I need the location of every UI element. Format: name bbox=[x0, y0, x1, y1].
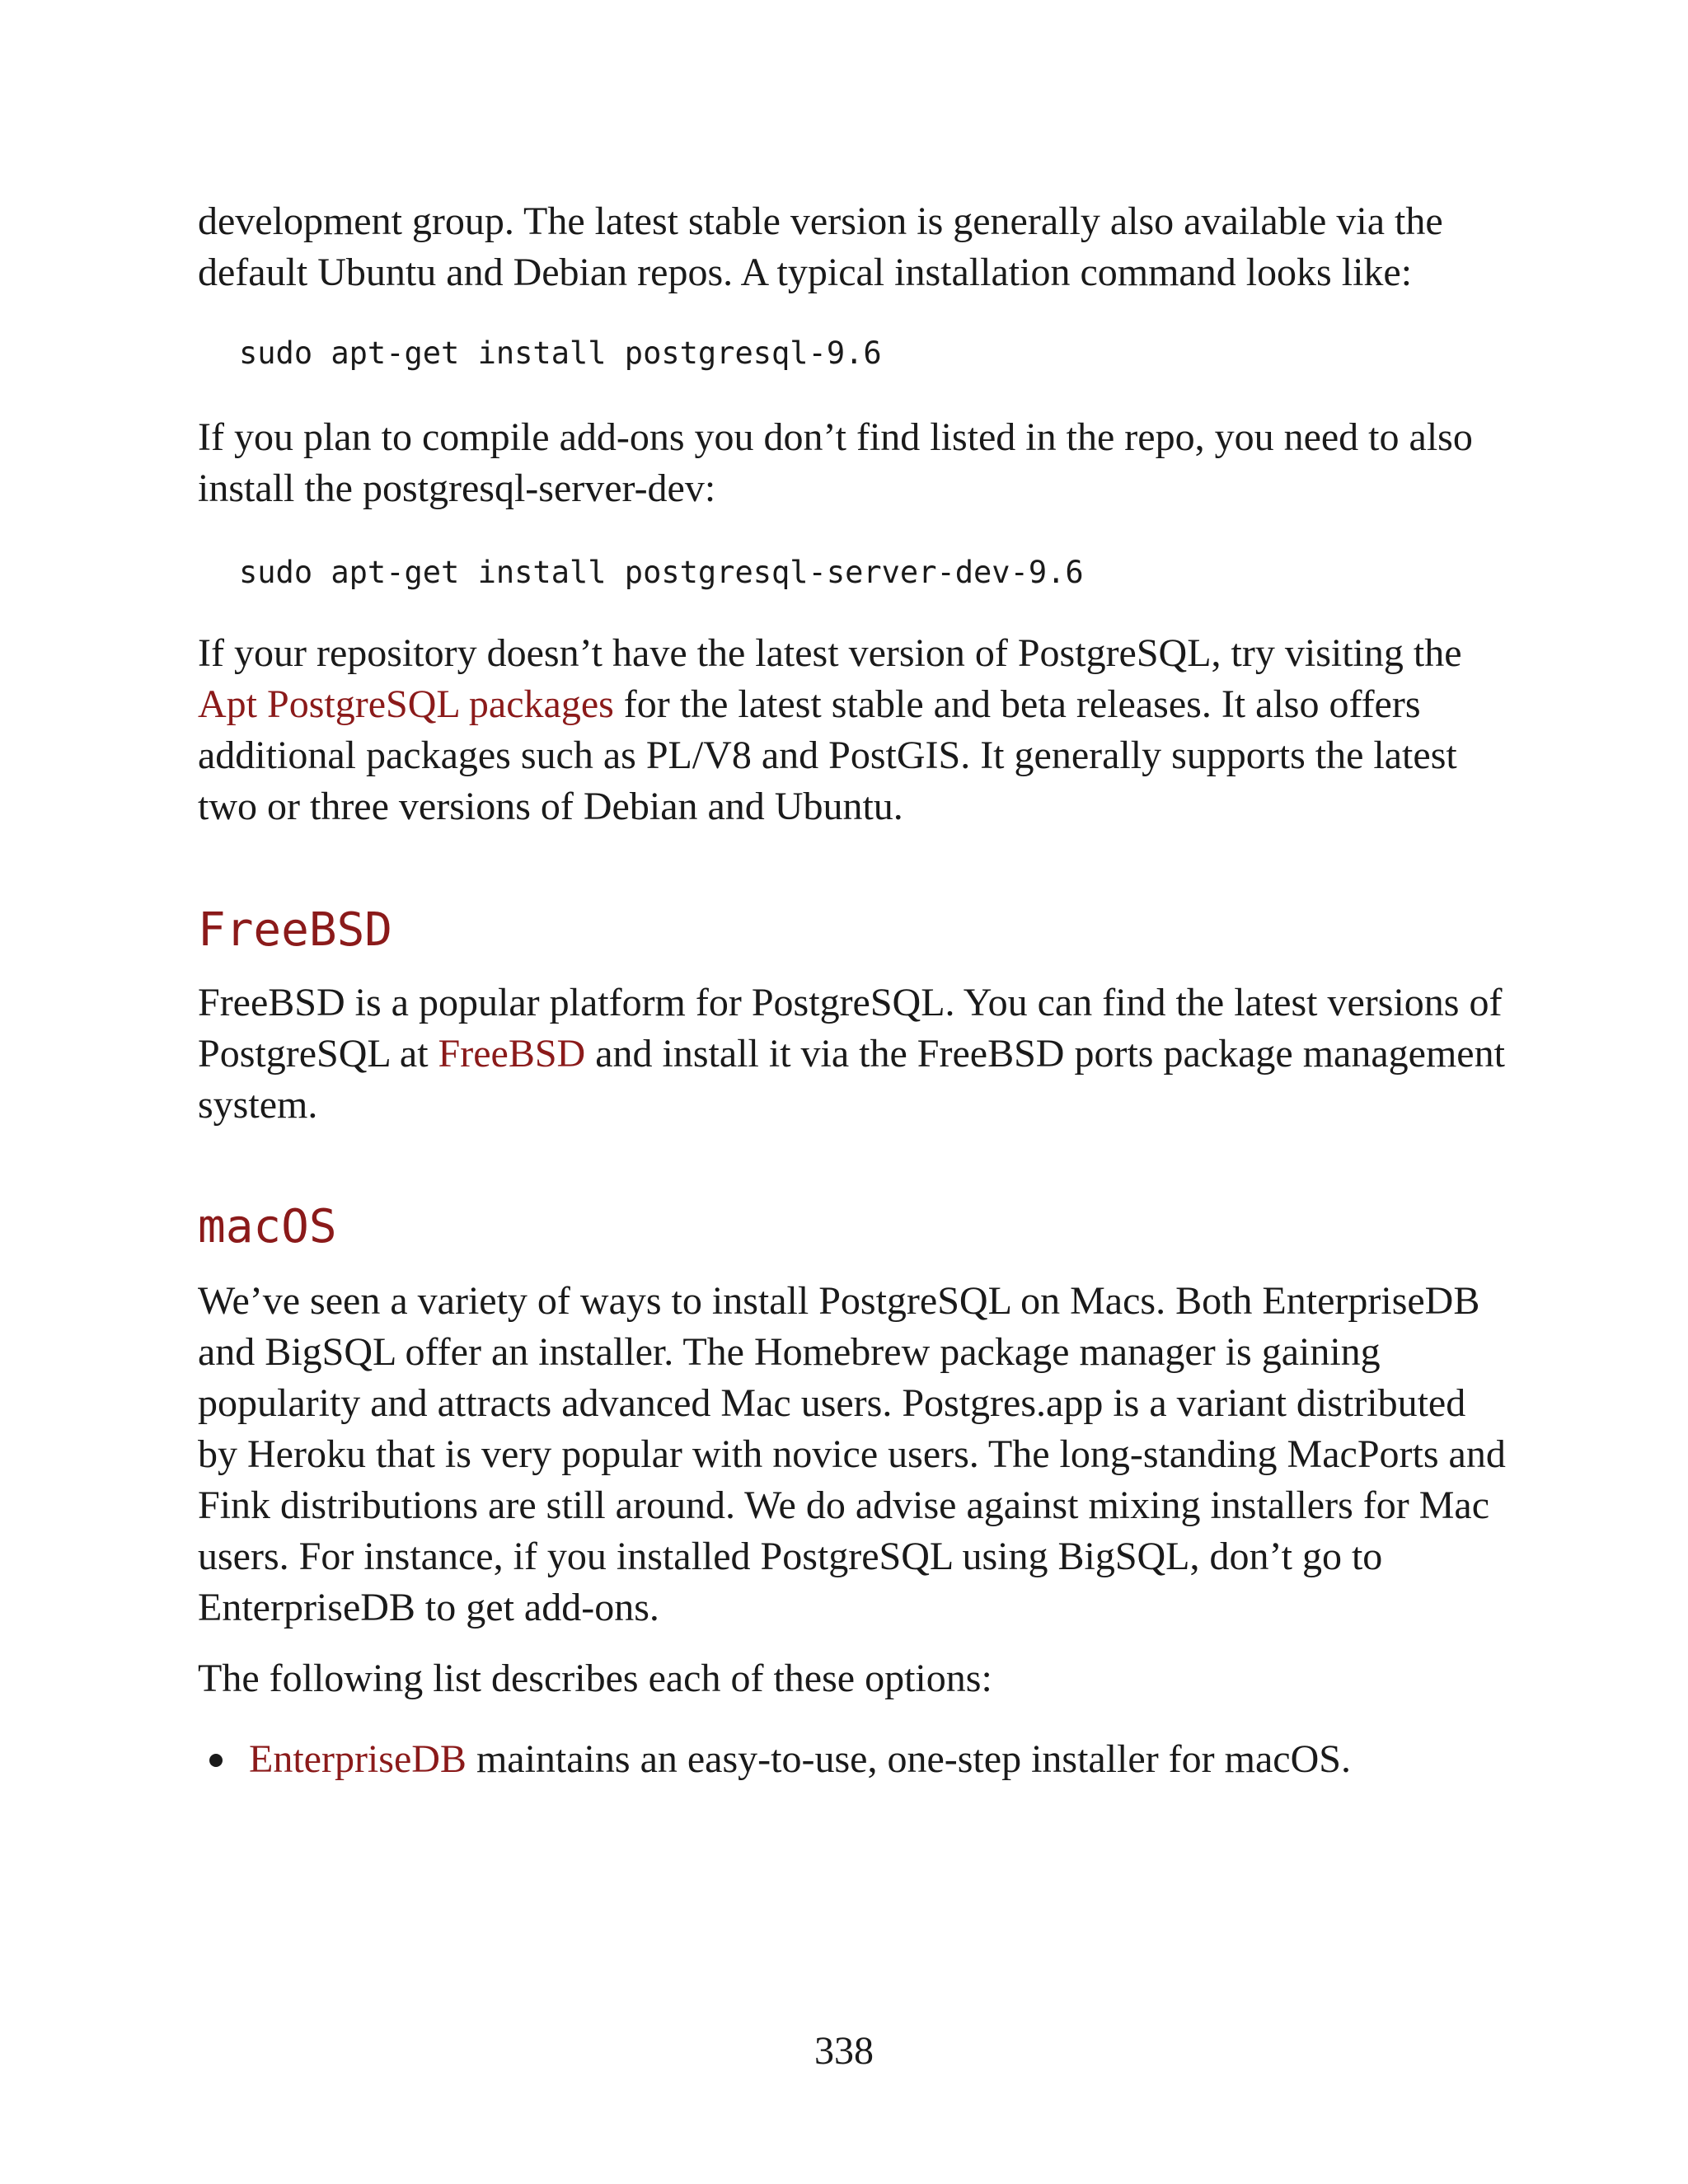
list-intro-paragraph: The following list describes each of these options: bbox=[198, 1657, 992, 1700]
page-number: 338 bbox=[814, 2029, 874, 2073]
freebsd-heading: FreeBSD bbox=[198, 903, 393, 957]
repo-text-after: for the latest stable and beta releases. It also offers additional packages such as PL/V8 and PostGIS. It generally supports the latest two or three versions of Debian and Ubuntu. bbox=[198, 682, 1457, 828]
macos-paragraph: We’ve seen a variety of ways to install PostgreSQL on Macs. Both EnterpriseDB and BigSQL offer an installer. The Homebrew package manager is gaining popularity and attracts advanced Mac users. Postgres.app is a variant distributed by Heroku that is very popular with novice users. The long-standing MacPorts and Fink distributions are still around. We do advise against mixing installers for Mac users. For instance, if you installed PostgreSQL using BigSQL, don’t go to EnterpriseDB to get add-ons. bbox=[198, 1279, 1506, 1629]
code-block-install-server-dev: sudo apt-get install postgresql-server-dev-9.6 bbox=[239, 555, 1084, 590]
page-content bbox=[198, 196, 1508, 1785]
repo-text-before: If your repository doesn’t have the latest version of PostgreSQL, try visiting the bbox=[198, 631, 1462, 675]
freebsd-text-after: and install it via the FreeBSD ports package management system. bbox=[198, 1032, 1505, 1127]
enterprisedb-link[interactable]: EnterpriseDB bbox=[249, 1737, 467, 1781]
freebsd-text-before: FreeBSD is a popular platform for PostgreSQL. You can find the latest versions of PostgreSQL at bbox=[198, 981, 1503, 1076]
apt-postgresql-packages-link[interactable]: Apt PostgreSQL packages bbox=[198, 682, 614, 726]
bullet-icon bbox=[209, 1754, 223, 1767]
code-block-install-postgresql: sudo apt-get install postgresql-9.6 bbox=[239, 335, 882, 371]
freebsd-paragraph bbox=[198, 977, 1508, 1131]
freebsd-link[interactable]: FreeBSD bbox=[438, 1032, 586, 1076]
macos-heading: macOS bbox=[198, 1200, 337, 1254]
list-item-text: maintains an easy-to-use, one-step installer for macOS. bbox=[466, 1737, 1351, 1781]
repo-paragraph bbox=[198, 628, 1508, 832]
options-list bbox=[198, 1734, 1508, 1785]
addons-paragraph: If you plan to compile add-ons you don’t find listed in the repo, you need to also install the postgresql-server-dev: bbox=[198, 415, 1473, 510]
intro-paragraph: development group. The latest stable version is generally also available via the default Ubuntu and Debian repos. A typical installation command looks like: bbox=[198, 199, 1443, 294]
list-item bbox=[198, 1734, 1508, 1785]
